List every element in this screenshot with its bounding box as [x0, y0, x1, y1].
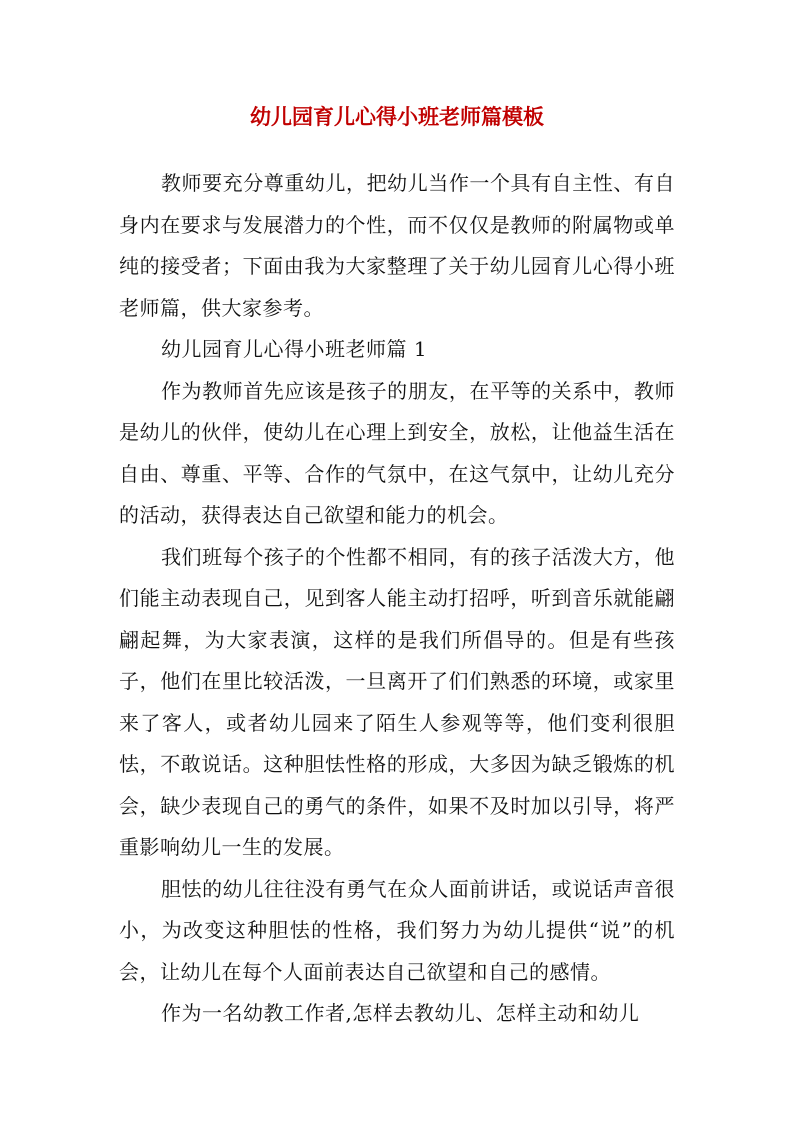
- section-heading: 幼儿园育儿心得小班老师篇 1: [161, 337, 428, 361]
- document-body: [119, 163, 675, 1035]
- body-paragraph: 作为一名幼教工作者,怎样去教幼儿、怎样主动和幼儿: [161, 1001, 640, 1025]
- body-paragraph: 我们班每个孩子的个性都不相同，有的孩子活泼大方，他们能主动表现自己，见到客人能主动打招呼，听到音乐就能翩翩起舞，为大家表演，这样的是我们所倡导的。但是有些孩子，他们在里比较活泼，一旦离开了们们熟悉的环境，或家里来了客人，或者幼儿园来了陌生人参观等等，他们变利很胆怯，不敢说话。这种胆怯性格的形成，大多因为缺乏锻炼的机会，缺少表现自己的勇气的条件，如果不及时加以引导，将严重影响幼儿一生的发展。: [119, 544, 675, 859]
- body-paragraph: 胆怯的幼儿往往没有勇气在众人面前讲话，或说话声音很小，为改变这种胆怯的性格，我们努力为幼儿提供“说”的机会，让幼儿在每个人面前表达自己欲望和自己的感情。: [119, 876, 675, 984]
- document-title: 幼儿园育儿心得小班老师篇模板: [250, 104, 544, 129]
- body-paragraph: 作为教师首先应该是孩子的朋友，在平等的关系中，教师是幼儿的伙伴，使幼儿在心理上到安全，放松，让他益生活在自由、尊重、平等、合作的气氛中，在这气氛中，让幼儿充分的活动，获得表达自己欲望和能力的机会。: [119, 378, 675, 527]
- intro-paragraph: 教师要充分尊重幼儿，把幼儿当作一个具有自主性、有自身内在要求与发展潜力的个性，而不仅仅是教师的附属物或单纯的接受者；下面由我为大家整理了关于幼儿园育儿心得小班老师篇，供大家参考。: [119, 171, 675, 320]
